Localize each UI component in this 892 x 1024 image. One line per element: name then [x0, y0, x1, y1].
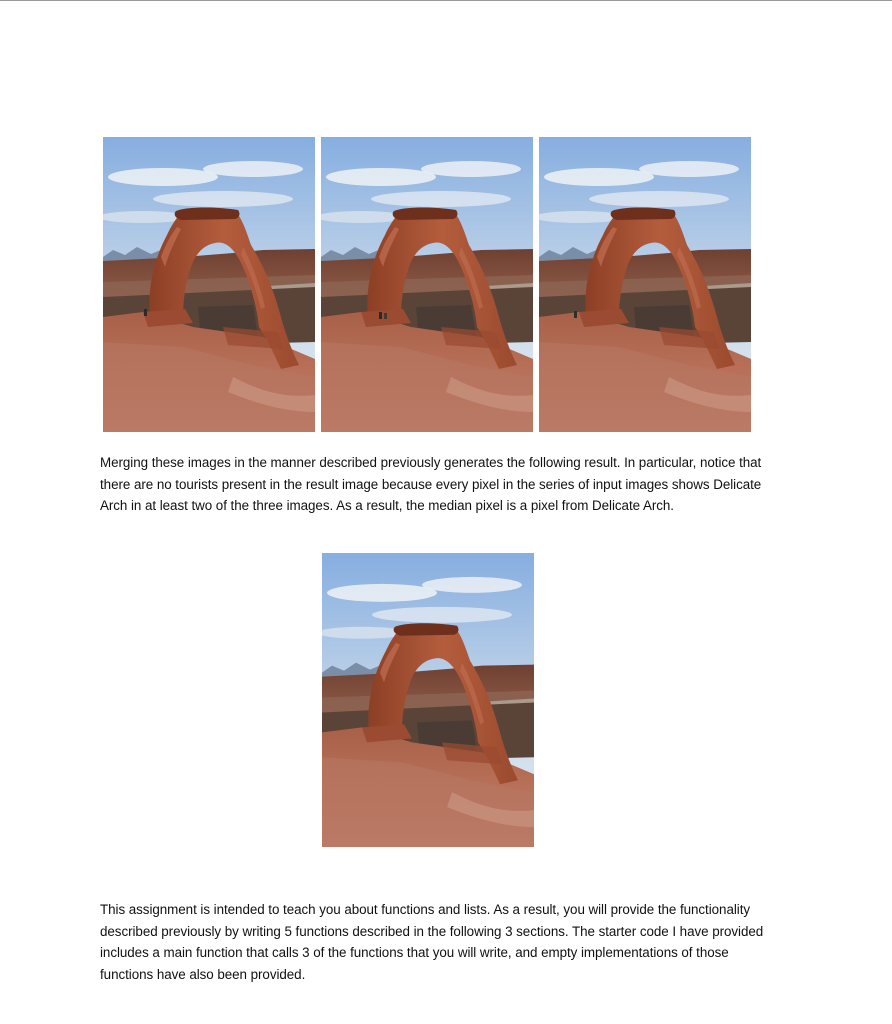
input-image-1 [103, 137, 315, 432]
input-image-2 [321, 137, 533, 432]
page-top-rule [0, 0, 892, 1]
input-image-3 [539, 137, 751, 432]
paragraph-assignment-intro: This assignment is intended to teach you about functions and lists. As a result, you will provide the functionality described previously by writing 5 functions described in the following 3 sections. The starter code I have provided includes a main function that calls 3 of the functions that you will write, and empty implementations of those functions have also been provided. [100, 902, 764, 982]
arch-photo-3 [539, 137, 751, 432]
input-images-row [103, 137, 751, 432]
arch-photo-result [322, 553, 534, 847]
result-image [322, 553, 534, 847]
arch-photo-2 [321, 137, 533, 432]
arch-photo-1 [103, 137, 315, 432]
paragraph-merge-result: Merging these images in the manner described previously generates the following result. In particular, notice that there are no tourists present in the result image because every pixel in the series of input images shows Delicate Arch in at least two of the three images. As a result, the median pixel is a pixel from Delicate Arch. [100, 455, 762, 514]
